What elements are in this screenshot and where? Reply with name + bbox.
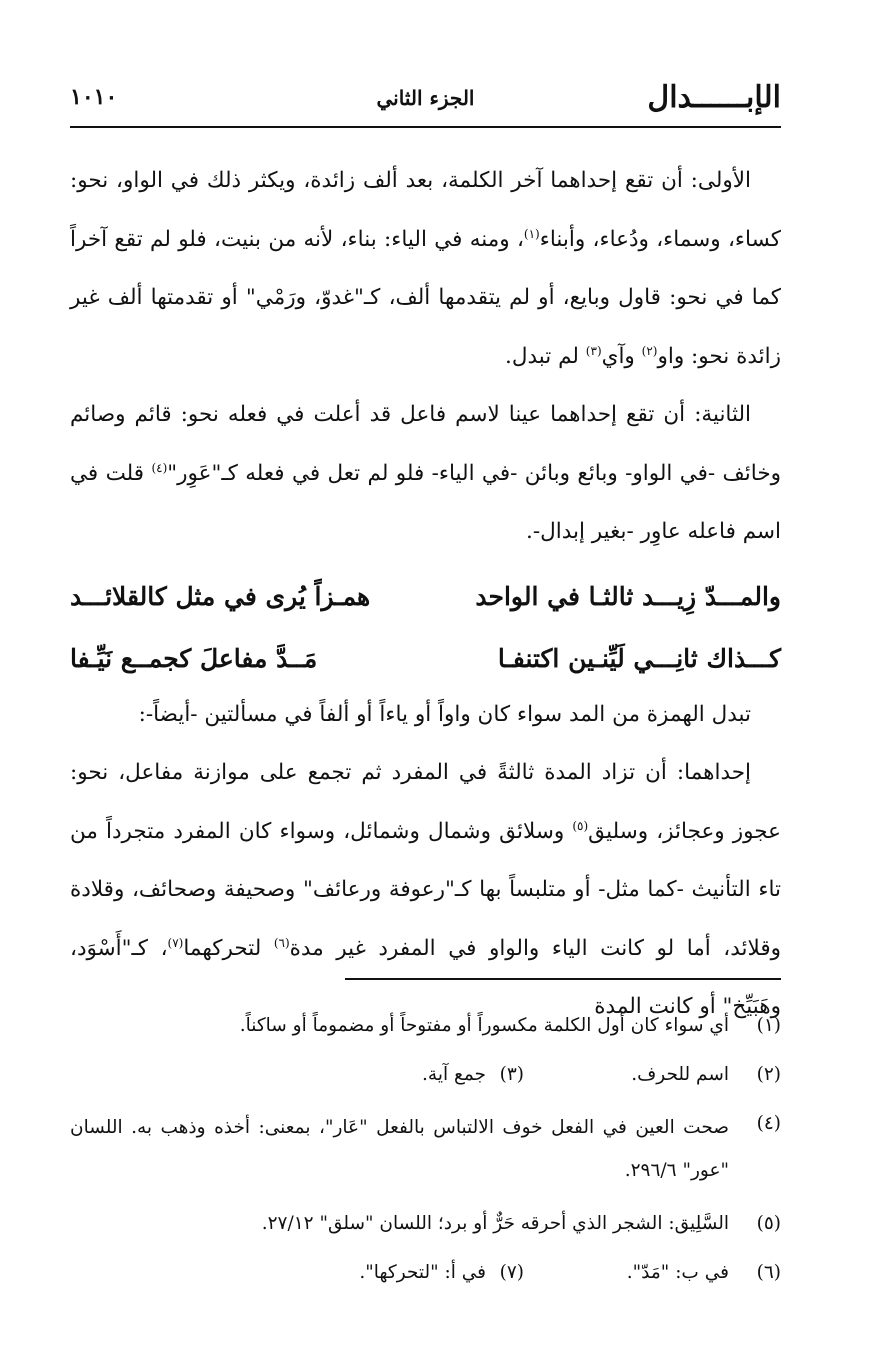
footnote-number: (١) <box>756 1015 781 1036</box>
page-header <box>70 80 781 128</box>
footnote-text: في ب: "مَدّ". <box>626 1262 729 1283</box>
volume-label: الجزء الثاني <box>376 86 475 110</box>
page-number: ١٠١٠ <box>70 84 118 110</box>
verse-hemistich-right: كـــذاك ثانِـــي لَيِّنـين اكتنفـا <box>497 643 781 673</box>
footnote-text: صحت العين في الفعل خوف الالتباس بالفعل "عَار"، بمعنى: أخذه وذهب به. اللسان "عور" ٢٩٦/٦. <box>70 1117 729 1181</box>
footnote-number: (٢) <box>756 1064 781 1085</box>
verse-line-1 <box>70 562 781 624</box>
footnote-ref: (٦) <box>273 935 290 950</box>
footnote-1 <box>70 1008 781 1043</box>
paragraph-second-case <box>70 386 781 562</box>
verse-line-2 <box>70 624 781 686</box>
running-title: الإبــــــدال <box>647 80 781 115</box>
footnote-ref: (١) <box>523 226 540 241</box>
text-run: إحداهما: أن تزاد المدة ثالثةً في المفرد ثم تجمع على موازنة مفاعل، نحو: عجوز وعجائز، وسليق <box>70 760 781 844</box>
footnote-number: (٥) <box>756 1213 781 1234</box>
footnote-ref: (٤) <box>151 460 168 475</box>
footnote-6-7 <box>70 1255 781 1290</box>
verse-hemistich-right: والمـــدّ زِيـــد ثالثـا في الواحد <box>475 581 781 611</box>
text-run: قلت في اسم فاعله عاوِر -بغير إبدال-. <box>70 460 781 544</box>
footnote-text: في أ: "لتحركها". <box>359 1262 486 1283</box>
footnote-text: أي سواء كان أول الكلمة مكسوراً أو مفتوحاً أو مضموماً أو ساكناً. <box>239 1015 729 1036</box>
paragraph-first-case <box>70 152 781 386</box>
text-run: ، ومنه في الياء: بناء، لأنه من بنيت، فلو لم تقع آخراً كما في نحو: قاول وبايع، أو لم يتقدمها ألف، كـ"غدوّ، ورَمْي" أو تقدمتها ألف غير زائدة نحو: واو <box>70 226 781 369</box>
footnote-number: (٣) <box>499 1064 524 1085</box>
footnote-ref: (٧) <box>167 935 184 950</box>
footnotes <box>70 1008 781 1304</box>
text-run: وآي <box>601 343 642 369</box>
footnote-ref: (٢) <box>641 343 658 358</box>
footnote-text: جمع آية. <box>422 1064 486 1085</box>
paragraph-first-issue <box>70 744 781 1037</box>
footnote-4 <box>70 1106 781 1192</box>
verse-hemistich-left: همـزاً يُرى في مثل كالقلائـــد <box>70 581 371 611</box>
paragraph-rule: تبدل الهمزة من المد سواء كان واواً أو ياءاً أو ألفاً في مسألتين -أيضاً-: <box>138 701 751 727</box>
text-run: لم تبدل. <box>505 343 586 369</box>
footnote-ref: (٣) <box>585 343 602 358</box>
main-text <box>70 152 781 1037</box>
footnote-separator <box>345 978 781 980</box>
text-run: الثانية: أن تقع إحداهما عينا لاسم فاعل قد أعلت في فعله نحو: قائم وصائم وخائف -في الواو- وبائع وبائن -في الياء- فلو لم تعل في فعله كـ"عَوِر" <box>70 402 782 486</box>
footnote-2-3 <box>70 1057 781 1092</box>
verse-hemistich-left: مَــدَّ مفاعلَ كجمــع نَيِّـفا <box>70 643 318 673</box>
footnote-number: (٦) <box>756 1262 781 1283</box>
footnote-text: اسم للحرف. <box>631 1064 729 1085</box>
text-run: لتحركهما <box>183 935 274 961</box>
text-run: الأولى: أن تقع إحداهما آخر الكلمة، بعد ألف زائدة، ويكثر ذلك في الواو، نحو: كساء، وسماء، ودُعاء، وأبناء <box>70 168 781 252</box>
footnote-number: (٧) <box>499 1262 524 1283</box>
footnote-text: السَّلِيق: الشجر الذي أحرقه حَرٌّ أو برد؛ اللسان "سلق" ٢٧/١٢. <box>261 1213 729 1234</box>
footnote-5 <box>70 1206 781 1241</box>
text-run: وسلائق وشمال وشمائل، وسواء كان المفرد متجرداً من تاء التأنيث -كما مثل- أو متلبساً بها كـ"رعوفة ورعائف" وصحيفة وصحائف، وقلادة وقلائد، أما لو كانت الياء والواو في المفرد غير مدة <box>70 818 781 961</box>
footnote-ref: (٥) <box>572 818 589 833</box>
footnote-number: (٤) <box>756 1113 781 1134</box>
text-run: ، كـ"أَسْوَد، وهَبَيِّخ" أو كانت المدة <box>70 935 781 1019</box>
